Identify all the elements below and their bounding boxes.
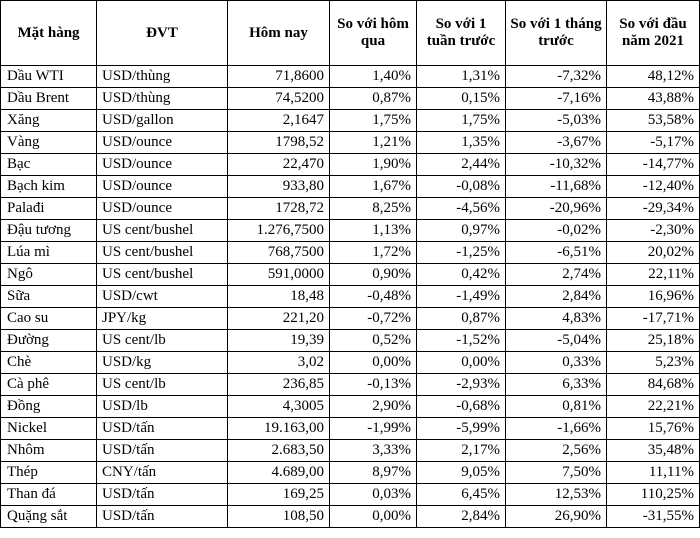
commodity-name-cell: Bạch kim (1, 176, 97, 198)
unit-cell: USD/ounce (97, 176, 228, 198)
header-commodity: Mặt hàng (1, 1, 97, 66)
today-price-cell: 2,1647 (228, 110, 330, 132)
vs-week-cell: 9,05% (417, 462, 506, 484)
today-price-cell: 108,50 (228, 506, 330, 528)
unit-cell: JPY/kg (97, 308, 228, 330)
unit-cell: USD/gallon (97, 110, 228, 132)
vs-month-cell: -3,67% (506, 132, 607, 154)
unit-cell: USD/thùng (97, 66, 228, 88)
table-row (1, 176, 700, 198)
vs-week-cell: -5,99% (417, 418, 506, 440)
vs-yesterday-cell: 1,13% (330, 220, 417, 242)
table-row (1, 352, 700, 374)
commodity-name-cell: Thép (1, 462, 97, 484)
vs-year-start-cell: 15,76% (607, 418, 700, 440)
vs-year-start-cell: -31,55% (607, 506, 700, 528)
header-today: Hôm nay (228, 1, 330, 66)
vs-week-cell: 2,17% (417, 440, 506, 462)
unit-cell: USD/tấn (97, 418, 228, 440)
vs-month-cell: -1,66% (506, 418, 607, 440)
commodity-name-cell: Dầu Brent (1, 88, 97, 110)
today-price-cell: 74,5200 (228, 88, 330, 110)
unit-cell: US cent/bushel (97, 264, 228, 286)
vs-week-cell: -1,52% (417, 330, 506, 352)
commodity-name-cell: Quặng sắt (1, 506, 97, 528)
table-row (1, 418, 700, 440)
unit-cell: US cent/lb (97, 330, 228, 352)
vs-yesterday-cell: 1,72% (330, 242, 417, 264)
vs-month-cell: 2,84% (506, 286, 607, 308)
vs-week-cell: -0,08% (417, 176, 506, 198)
vs-yesterday-cell: 0,00% (330, 352, 417, 374)
table-row (1, 286, 700, 308)
today-price-cell: 236,85 (228, 374, 330, 396)
vs-yesterday-cell: 0,00% (330, 506, 417, 528)
table-row (1, 462, 700, 484)
vs-yesterday-cell: 1,40% (330, 66, 417, 88)
commodity-name-cell: Xăng (1, 110, 97, 132)
vs-month-cell: 12,53% (506, 484, 607, 506)
vs-yesterday-cell: -0,13% (330, 374, 417, 396)
vs-week-cell: 1,75% (417, 110, 506, 132)
table-row (1, 132, 700, 154)
vs-year-start-cell: -2,30% (607, 220, 700, 242)
vs-month-cell: 7,50% (506, 462, 607, 484)
table-row (1, 374, 700, 396)
vs-month-cell: 4,83% (506, 308, 607, 330)
unit-cell: USD/thùng (97, 88, 228, 110)
vs-week-cell: -0,68% (417, 396, 506, 418)
vs-week-cell: 0,97% (417, 220, 506, 242)
commodity-name-cell: Cà phê (1, 374, 97, 396)
table-row (1, 66, 700, 88)
vs-yesterday-cell: 8,97% (330, 462, 417, 484)
commodity-name-cell: Nhôm (1, 440, 97, 462)
table-row (1, 264, 700, 286)
unit-cell: USD/cwt (97, 286, 228, 308)
vs-month-cell: -11,68% (506, 176, 607, 198)
vs-month-cell: -10,32% (506, 154, 607, 176)
today-price-cell: 933,80 (228, 176, 330, 198)
vs-week-cell: 0,00% (417, 352, 506, 374)
vs-yesterday-cell: 0,87% (330, 88, 417, 110)
header-vs-week: So với 1 tuần trước (417, 1, 506, 66)
vs-month-cell: 26,90% (506, 506, 607, 528)
today-price-cell: 3,02 (228, 352, 330, 374)
vs-yesterday-cell: 0,03% (330, 484, 417, 506)
table-body (1, 66, 700, 528)
vs-week-cell: 2,44% (417, 154, 506, 176)
vs-week-cell: 6,45% (417, 484, 506, 506)
table-row (1, 396, 700, 418)
vs-year-start-cell: 16,96% (607, 286, 700, 308)
today-price-cell: 169,25 (228, 484, 330, 506)
vs-yesterday-cell: -1,99% (330, 418, 417, 440)
vs-year-start-cell: -29,34% (607, 198, 700, 220)
unit-cell: CNY/tấn (97, 462, 228, 484)
vs-month-cell: -7,16% (506, 88, 607, 110)
vs-month-cell: -7,32% (506, 66, 607, 88)
vs-yesterday-cell: 1,21% (330, 132, 417, 154)
unit-cell: USD/ounce (97, 198, 228, 220)
vs-year-start-cell: 25,18% (607, 330, 700, 352)
vs-year-start-cell: 53,58% (607, 110, 700, 132)
vs-week-cell: -4,56% (417, 198, 506, 220)
vs-month-cell: -20,96% (506, 198, 607, 220)
unit-cell: USD/ounce (97, 132, 228, 154)
vs-year-start-cell: 11,11% (607, 462, 700, 484)
commodity-name-cell: Sữa (1, 286, 97, 308)
vs-year-start-cell: 22,21% (607, 396, 700, 418)
today-price-cell: 1798,52 (228, 132, 330, 154)
vs-week-cell: 1,31% (417, 66, 506, 88)
vs-yesterday-cell: 1,67% (330, 176, 417, 198)
table-row (1, 440, 700, 462)
today-price-cell: 2.683,50 (228, 440, 330, 462)
unit-cell: USD/tấn (97, 506, 228, 528)
table-row (1, 330, 700, 352)
commodity-name-cell: Vàng (1, 132, 97, 154)
unit-cell: US cent/bushel (97, 242, 228, 264)
vs-year-start-cell: -14,77% (607, 154, 700, 176)
commodity-name-cell: Bạc (1, 154, 97, 176)
today-price-cell: 18,48 (228, 286, 330, 308)
today-price-cell: 71,8600 (228, 66, 330, 88)
vs-month-cell: -6,51% (506, 242, 607, 264)
table-row (1, 88, 700, 110)
today-price-cell: 1728,72 (228, 198, 330, 220)
vs-month-cell: -5,03% (506, 110, 607, 132)
vs-week-cell: 1,35% (417, 132, 506, 154)
vs-year-start-cell: 22,11% (607, 264, 700, 286)
vs-week-cell: -1,49% (417, 286, 506, 308)
vs-week-cell: 2,84% (417, 506, 506, 528)
vs-month-cell: 6,33% (506, 374, 607, 396)
vs-year-start-cell: 110,25% (607, 484, 700, 506)
commodity-name-cell: Đồng (1, 396, 97, 418)
vs-month-cell: -0,02% (506, 220, 607, 242)
vs-yesterday-cell: 0,52% (330, 330, 417, 352)
header-row (1, 1, 700, 66)
commodity-name-cell: Đậu tương (1, 220, 97, 242)
today-price-cell: 1.276,7500 (228, 220, 330, 242)
commodity-name-cell: Chè (1, 352, 97, 374)
unit-cell: USD/ounce (97, 154, 228, 176)
vs-year-start-cell: -12,40% (607, 176, 700, 198)
vs-month-cell: 0,81% (506, 396, 607, 418)
commodity-name-cell: Ngô (1, 264, 97, 286)
vs-yesterday-cell: -0,48% (330, 286, 417, 308)
vs-yesterday-cell: 3,33% (330, 440, 417, 462)
commodity-name-cell: Dầu WTI (1, 66, 97, 88)
commodity-name-cell: Cao su (1, 308, 97, 330)
vs-week-cell: 0,15% (417, 88, 506, 110)
today-price-cell: 591,0000 (228, 264, 330, 286)
today-price-cell: 19.163,00 (228, 418, 330, 440)
vs-week-cell: -1,25% (417, 242, 506, 264)
unit-cell: US cent/lb (97, 374, 228, 396)
table-row (1, 242, 700, 264)
table-row (1, 154, 700, 176)
vs-year-start-cell: -5,17% (607, 132, 700, 154)
unit-cell: US cent/bushel (97, 220, 228, 242)
unit-cell: USD/kg (97, 352, 228, 374)
header-vs-yesterday: So với hôm qua (330, 1, 417, 66)
vs-week-cell: 0,87% (417, 308, 506, 330)
header-vs-month: So với 1 tháng trước (506, 1, 607, 66)
unit-cell: USD/lb (97, 396, 228, 418)
today-price-cell: 4.689,00 (228, 462, 330, 484)
today-price-cell: 221,20 (228, 308, 330, 330)
vs-month-cell: 2,56% (506, 440, 607, 462)
vs-month-cell: -5,04% (506, 330, 607, 352)
commodity-name-cell: Đường (1, 330, 97, 352)
vs-yesterday-cell: 0,90% (330, 264, 417, 286)
commodity-name-cell: Palađi (1, 198, 97, 220)
vs-week-cell: -2,93% (417, 374, 506, 396)
commodity-name-cell: Nickel (1, 418, 97, 440)
vs-year-start-cell: -17,71% (607, 308, 700, 330)
today-price-cell: 768,7500 (228, 242, 330, 264)
vs-yesterday-cell: 2,90% (330, 396, 417, 418)
vs-year-start-cell: 20,02% (607, 242, 700, 264)
table-row (1, 198, 700, 220)
table-row (1, 220, 700, 242)
unit-cell: USD/tấn (97, 440, 228, 462)
header-vs-year-start: So với đầu năm 2021 (607, 1, 700, 66)
vs-year-start-cell: 35,48% (607, 440, 700, 462)
table-row (1, 484, 700, 506)
today-price-cell: 19,39 (228, 330, 330, 352)
vs-year-start-cell: 43,88% (607, 88, 700, 110)
table-row (1, 506, 700, 528)
commodity-name-cell: Lúa mì (1, 242, 97, 264)
vs-yesterday-cell: 1,90% (330, 154, 417, 176)
vs-month-cell: 2,74% (506, 264, 607, 286)
table-row (1, 110, 700, 132)
header-unit: ĐVT (97, 1, 228, 66)
vs-year-start-cell: 48,12% (607, 66, 700, 88)
today-price-cell: 22,470 (228, 154, 330, 176)
vs-yesterday-cell: 1,75% (330, 110, 417, 132)
vs-yesterday-cell: -0,72% (330, 308, 417, 330)
vs-week-cell: 0,42% (417, 264, 506, 286)
vs-month-cell: 0,33% (506, 352, 607, 374)
commodity-name-cell: Than đá (1, 484, 97, 506)
today-price-cell: 4,3005 (228, 396, 330, 418)
vs-year-start-cell: 5,23% (607, 352, 700, 374)
vs-yesterday-cell: 8,25% (330, 198, 417, 220)
vs-year-start-cell: 84,68% (607, 374, 700, 396)
table-row (1, 308, 700, 330)
unit-cell: USD/tấn (97, 484, 228, 506)
